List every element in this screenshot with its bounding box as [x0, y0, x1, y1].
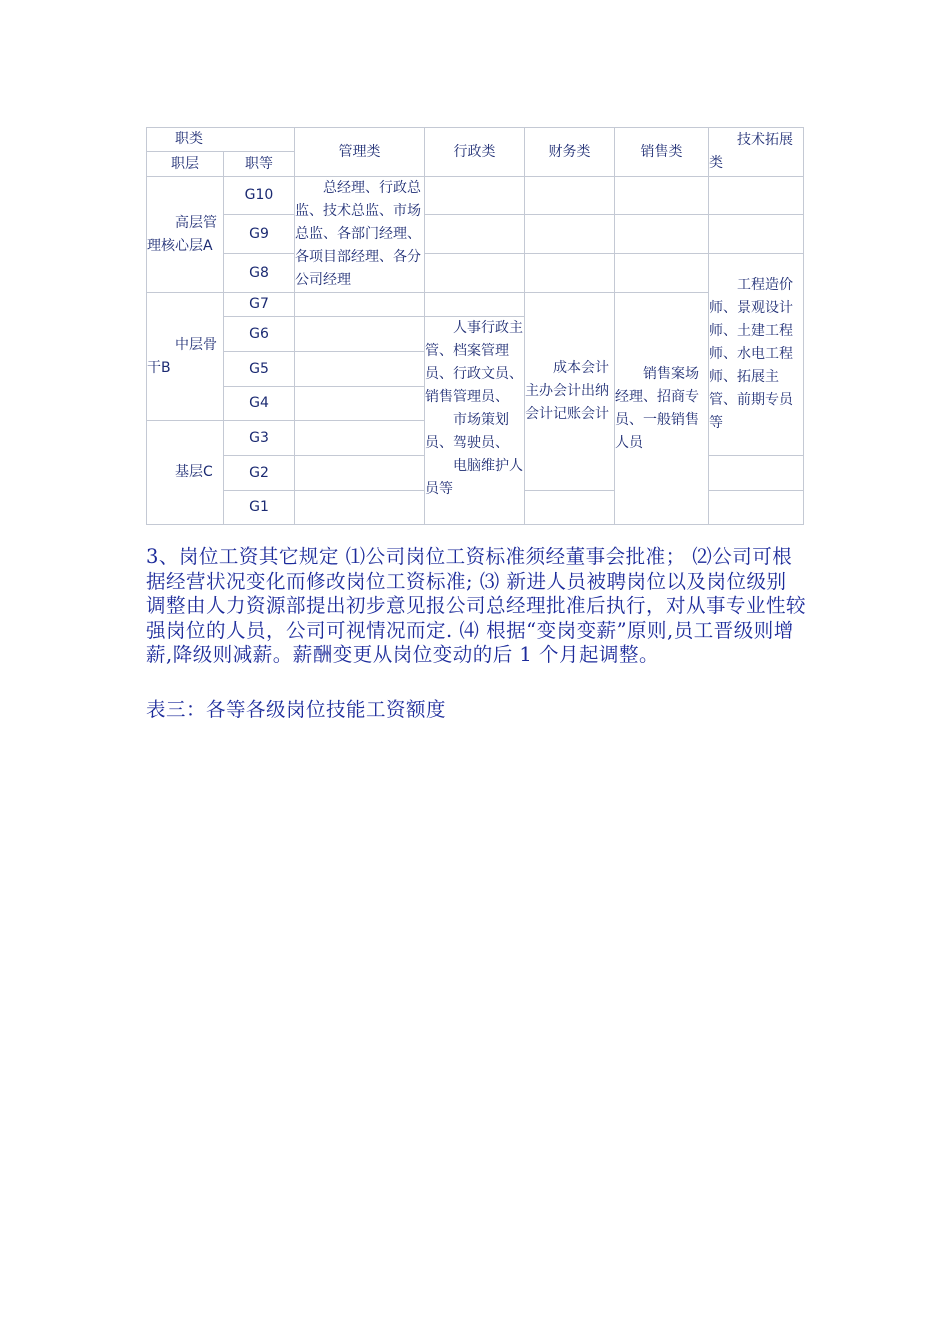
- col-header-sales: 销售类: [615, 128, 709, 177]
- cell-empty: [295, 317, 425, 352]
- layer-middle: 中层骨干B: [147, 293, 224, 421]
- grade-g1: G1: [224, 491, 295, 525]
- cell-empty: [525, 254, 615, 293]
- header-category: 职类: [147, 128, 295, 152]
- cell-empty: [425, 293, 525, 317]
- cell-empty: [295, 421, 425, 456]
- cell-empty: [425, 215, 525, 254]
- admin-staff-line-2: 市场策划员、驾驶员、: [425, 412, 509, 451]
- cell-empty: [709, 456, 804, 491]
- cell-empty: [525, 215, 615, 254]
- job-grade-table: [146, 127, 804, 525]
- grade-g3: G3: [224, 421, 295, 456]
- grade-g7: G7: [224, 293, 295, 317]
- cell-empty: [615, 215, 709, 254]
- cell-empty: [709, 177, 804, 215]
- cell-empty: [295, 456, 425, 491]
- cell-empty: [295, 352, 425, 387]
- salary-rules-paragraph: 3、岗位工资其它规定 ⑴公司岗位工资标准须经董事会批准； ⑵公司可根据经营状况变化而修改岗位工资标准; ⑶ 新进人员被聘岗位以及岗位级别调整由人力资源部提出初步意见报公司总经理批准后执行，对从事专业性较强岗位的人员，公司可视情况而定. ⑷ 根据“变岗变薪”原则,员工晋级则增薪,降级则减薪。薪酬变更从岗位变动的后 1 个月起调整。: [146, 545, 807, 666]
- table3-caption: 表三：各等各级岗位技能工资额度: [146, 698, 447, 721]
- layer-senior: 高层管理核心层A: [147, 177, 224, 293]
- cell-empty: [709, 215, 804, 254]
- grade-g8: G8: [224, 254, 295, 293]
- grade-g6: G6: [224, 317, 295, 352]
- admin-staff-line-1: 人事行政主管、档案管理员、行政文员、销售管理员、: [425, 320, 523, 405]
- cell-tech-staff: 工程造价师、景观设计师、土建工程师、水电工程师、拓展主管、前期专员等: [709, 254, 804, 456]
- cell-empty: [295, 387, 425, 421]
- cell-empty: [425, 177, 525, 215]
- cell-empty: [615, 254, 709, 293]
- grade-g5: G5: [224, 352, 295, 387]
- grade-g10: G10: [224, 177, 295, 215]
- cell-empty: [425, 254, 525, 293]
- col-header-management: 管理类: [295, 128, 425, 177]
- cell-empty: [525, 491, 615, 525]
- grade-g4: G4: [224, 387, 295, 421]
- cell-empty: [295, 491, 425, 525]
- layer-basic: 基层C: [147, 421, 224, 525]
- cell-empty: [709, 491, 804, 525]
- cell-management-senior: 总经理、行政总监、技术总监、市场总监、各部门经理、各项目部经理、各分公司经理: [295, 177, 425, 293]
- admin-staff-line-3: 电脑维护人员等: [425, 458, 523, 497]
- cell-empty: [525, 177, 615, 215]
- col-header-finance: 财务类: [525, 128, 615, 177]
- col-header-admin: 行政类: [425, 128, 525, 177]
- header-grade: 职等: [224, 152, 295, 177]
- cell-empty: [615, 177, 709, 215]
- cell-empty: [295, 293, 425, 317]
- col-header-tech: 技术拓展类: [709, 128, 804, 177]
- cell-admin-staff: [425, 317, 525, 525]
- grade-g9: G9: [224, 215, 295, 254]
- cell-sales-staff: 销售案场经理、招商专员、一般销售人员: [615, 293, 709, 525]
- grade-g2: G2: [224, 456, 295, 491]
- cell-finance-staff: 成本会计主办会计出纳会计记账会计: [525, 293, 615, 491]
- header-layer: 职层: [147, 152, 224, 177]
